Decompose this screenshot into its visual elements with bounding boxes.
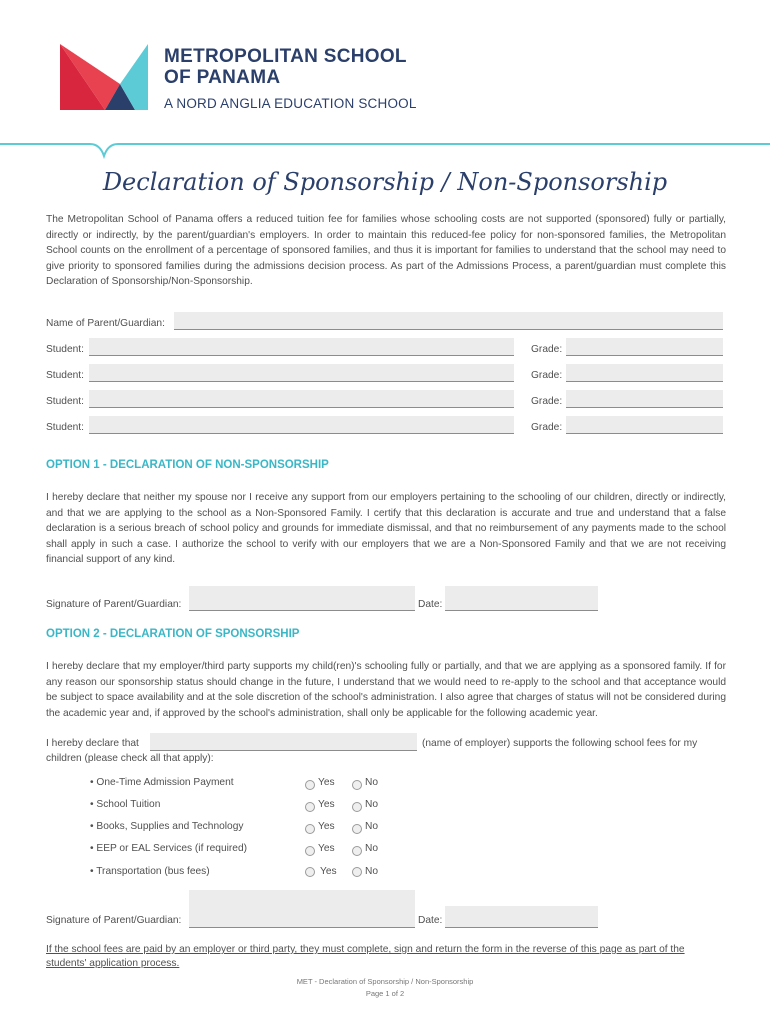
yes-radio[interactable] <box>305 867 315 877</box>
yes-label: Yes <box>318 843 335 854</box>
option1-signature-field[interactable] <box>189 586 415 611</box>
option2-signature-field[interactable] <box>189 890 415 928</box>
fee-item-label: • One-Time Admission Payment <box>90 777 234 788</box>
no-label: No <box>365 843 379 854</box>
yes-label: Yes <box>318 799 335 810</box>
student-field[interactable] <box>89 416 514 434</box>
student-label: Student: <box>46 344 84 355</box>
option1-heading: OPTION 1 - DECLARATION OF NON-SPONSORSHIP <box>46 459 329 471</box>
yes-label: Yes <box>318 821 335 832</box>
student-field[interactable] <box>89 364 514 382</box>
no-radio[interactable] <box>352 824 362 834</box>
option1-date-label: Date: <box>418 599 443 610</box>
page-footer-title: MET - Declaration of Sponsorship / Non-Sponsorship <box>296 977 474 986</box>
parent-name-label: Name of Parent/Guardian: <box>46 318 165 329</box>
grade-label: Grade: <box>531 422 563 433</box>
fee-item-label: • School Tuition <box>90 799 161 810</box>
option2-heading: OPTION 2 - DECLARATION OF SPONSORSHIP <box>46 628 300 640</box>
school-subtitle: A NORD ANGLIA EDUCATION SCHOOL <box>164 96 417 111</box>
page-title: Declaration of Sponsorship / Non-Sponsorship <box>102 168 668 196</box>
no-label: No <box>365 777 379 788</box>
yes-radio[interactable] <box>305 824 315 834</box>
grade-field[interactable] <box>566 338 723 356</box>
fee-item-label: • Transportation (bus fees) <box>90 866 210 877</box>
grade-field[interactable] <box>566 364 723 382</box>
page-number: Page 1 of 2 <box>365 989 405 998</box>
student-field[interactable] <box>89 338 514 356</box>
fee-item-label: • Books, Supplies and Technology <box>90 821 244 832</box>
grade-label: Grade: <box>531 370 563 381</box>
grade-field[interactable] <box>566 390 723 408</box>
yes-label: Yes <box>320 866 337 877</box>
no-label: No <box>365 799 379 810</box>
no-label: No <box>365 866 379 877</box>
option2-date-label: Date: <box>418 915 443 926</box>
school-name: METROPOLITAN SCHOOL OF PANAMA <box>164 46 407 88</box>
intro-paragraph: The Metropolitan School of Panama offers a reduced tuition fee for families whose schooling costs are not supported (sponsored) fully or partially, directly or indirectly, by the parent/guardian's employers. In order to maintain this reduced-fee policy for non-sponsored families, the Metropolitan School counts on the enrollment of a percentage of sponsored families, and thus it is important for families to understand that the school may need to give priority to sponsored families during the admissions decision process. As part of the Admissions Process, a parent/guardian must complete this Declaration of Sponsorship/Non-Sponsorship. <box>46 214 726 287</box>
no-radio[interactable] <box>352 846 362 856</box>
option2-date-field[interactable] <box>445 906 598 928</box>
no-radio[interactable] <box>352 802 362 812</box>
fee-item-label: • EEP or EAL Services (if required) <box>90 843 248 854</box>
option1-paragraph: I hereby declare that neither my spouse nor I receive any support from our employers pertaining to the schooling of our children, directly or indirectly, and that we are applying to the school as a Non-Sponsored Family. I certify that this declaration is accurate and true and understand that a false declaration is a serious breach of school policy and grounds for immediate dismissal, and that no reimbursement of any payments made to the school shall apply in such a case. I authorize the school to verify with our employers that we are a Non-Sponsored Family and that we are not receiving financial support of any kind. <box>46 492 726 565</box>
student-field[interactable] <box>89 390 514 408</box>
employer-name-field[interactable] <box>150 733 417 751</box>
no-radio[interactable] <box>352 780 362 790</box>
employer-suffix: (name of employer) supports the following school fees for my <box>422 738 698 749</box>
header-divider <box>0 136 770 166</box>
grade-field[interactable] <box>566 416 723 434</box>
student-label: Student: <box>46 396 84 407</box>
employer-prefix: I hereby declare that <box>46 738 139 749</box>
yes-label: Yes <box>318 777 335 788</box>
grade-label: Grade: <box>531 344 563 355</box>
option2-paragraph: I hereby declare that my employer/third party supports my child(ren)'s schooling fully or partially, and that we are applying as a sponsored family. If for any reason our sponsorship status should change in the future, I understand that we would need to re-apply to the school and that acceptance would be subject to space availability and at the sole discretion of the school's administration. I also agree that charges of status will not be considered during the academic year and, if approved by the school's administration, shall only be applicable for the following academic year. <box>46 661 726 719</box>
option1-signature-label: Signature of Parent/Guardian: <box>46 599 182 610</box>
parent-name-field[interactable] <box>174 312 723 330</box>
option1-date-field[interactable] <box>445 586 598 611</box>
footer-note: If the school fees are paid by an employer or third party, they must complete, sign and return the form in the reverse of this page as part of the students' application process. <box>46 944 685 969</box>
yes-radio[interactable] <box>305 846 315 856</box>
yes-radio[interactable] <box>305 802 315 812</box>
no-radio[interactable] <box>352 867 362 877</box>
option2-signature-label: Signature of Parent/Guardian: <box>46 915 182 926</box>
employer-line2: children (please check all that apply): <box>46 753 214 764</box>
yes-radio[interactable] <box>305 780 315 790</box>
student-label: Student: <box>46 370 84 381</box>
grade-label: Grade: <box>531 396 563 407</box>
school-logo <box>60 44 150 110</box>
no-label: No <box>365 821 379 832</box>
student-label: Student: <box>46 422 84 433</box>
